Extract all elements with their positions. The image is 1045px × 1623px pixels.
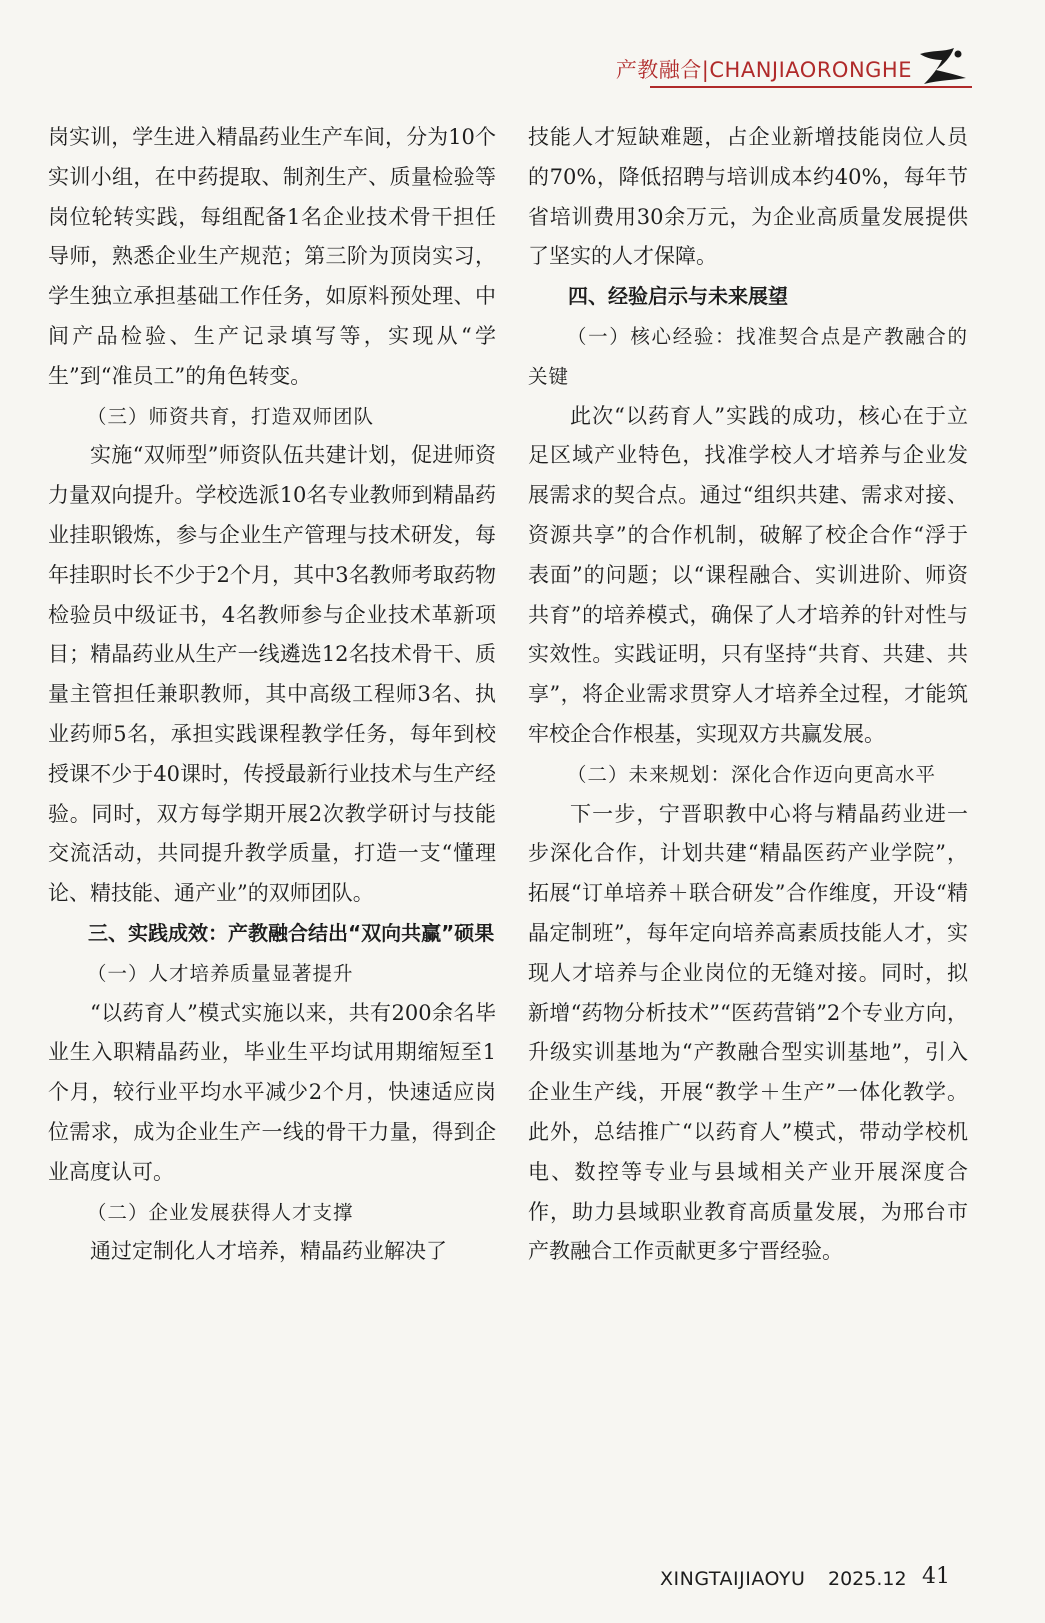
magazine-logo-icon — [914, 44, 970, 88]
right-column — [528, 118, 968, 1272]
paragraph: 此次“以药育人”实践的成功，核心在于立足区域产业特色，找准学校人才培养与企业发展需求的契合点。通过“组织共建、需求对接、资源共享”的合作机制，破解了校企合作“浮于表面”的问题；以“课程融合、实训进阶、师资共育”的培养模式，确保了人才培养的针对性与实效性。实践证明，只有坚持“共育、共建、共享”，将企业需求贯穿人才培养全过程，才能筑牢校企合作根基，实现双方共赢发展。 — [528, 403, 968, 746]
section-heading: 三、实践成效：产教融合结出“双向共赢”硕果 — [88, 920, 495, 945]
magazine-name: XINGTAIJIAOYU — [660, 1568, 806, 1590]
paragraph: “以药育人”模式实施以来，共有200余名毕业生入职精晶药业，毕业生平均试用期缩短至1个月，较行业平均水平减少2个月，快速适应岗位需求，成为企业生产一线的骨干力量，得到企业高度认可。 — [48, 1000, 496, 1184]
page-header — [520, 44, 980, 92]
paragraph: 岗实训，学生进入精晶药业生产车间，分为10个实训小组，在中药提取、制剂生产、质量检验等岗位轮转实践，每组配备1名企业技术骨干担任导师，熟悉企业生产规范；第三阶为顶岗实习，学生独立承担基础工作任务，如原料预处理、中间产品检验、生产记录填写等，实现从“学生”到“准员工”的角色转变。 — [48, 125, 496, 388]
paragraph: 技能人才短缺难题，占企业新增技能岗位人员的70%，降低招聘与培训成本约40%，每年节省培训费用30余万元，为企业高质量发展提供了坚实的人才保障。 — [528, 125, 968, 269]
section-heading: 四、经验启示与未来展望 — [568, 284, 788, 309]
subheading: （二）未来规划：深化合作迈向更高水平 — [567, 762, 937, 786]
page-footer — [660, 1562, 980, 1602]
subheading: （一）核心经验：找准契合点是产教融合的关键 — [528, 324, 968, 388]
paragraph: 实施“双师型”师资队伍共建计划，促进师资力量双向提升。学校选派10名专业教师到精晶药业挂职锻炼，参与企业生产管理与技术研发，每年挂职时长不少于2个月，其中3名教师考取药物检验员中级证书，4名教师参与企业技术革新项目；精晶药业从生产一线遴选12名技术骨干、质量主管担任兼职教师，其中高级工程师3名、执业药师5名，承担实践课程教学任务，每年到校授课不少于40课时，传授最新行业技术与生产经验。同时，双方每学期开展2次教学研讨与技能交流活动，共同提升教学质量，打造一支“懂理论、精技能、通产业”的双师团队。 — [48, 443, 496, 906]
paragraph: 下一步，宁晋职教中心将与精晶药业进一步深化合作，计划共建“精晶医药产业学院”，拓展“订单培养＋联合研发”合作维度，开设“精晶定制班”，每年定向培养高素质技能人才，实现人才培养与企业岗位的无缝对接。同时，拟新增“药物分析技术”“医药营销”2个专业方向，升级实训基地为“产教融合型实训基地”，引入企业生产线，开展“教学＋生产”一体化教学。此外，总结推广“以药育人”模式，带动学校机电、数控等专业与县域相关产业开展深度合作，助力县域职业教育高质量发展，为邢台市产教融合工作贡献更多宁晋经验。 — [528, 801, 968, 1264]
section-title: 产教融合|CHANJIAORONGHE — [615, 58, 912, 82]
paragraph: 通过定制化人才培养，精晶药业解决了 — [90, 1239, 447, 1264]
subheading: （二）企业发展获得人才支撑 — [87, 1200, 354, 1224]
subheading: （一）人才培养质量显著提升 — [87, 961, 354, 985]
issue-number: 2025.12 — [828, 1568, 907, 1590]
page-number: 41 — [922, 1564, 950, 1589]
left-column — [48, 118, 496, 1272]
subheading: （三）师资共育，打造双师团队 — [87, 404, 375, 428]
